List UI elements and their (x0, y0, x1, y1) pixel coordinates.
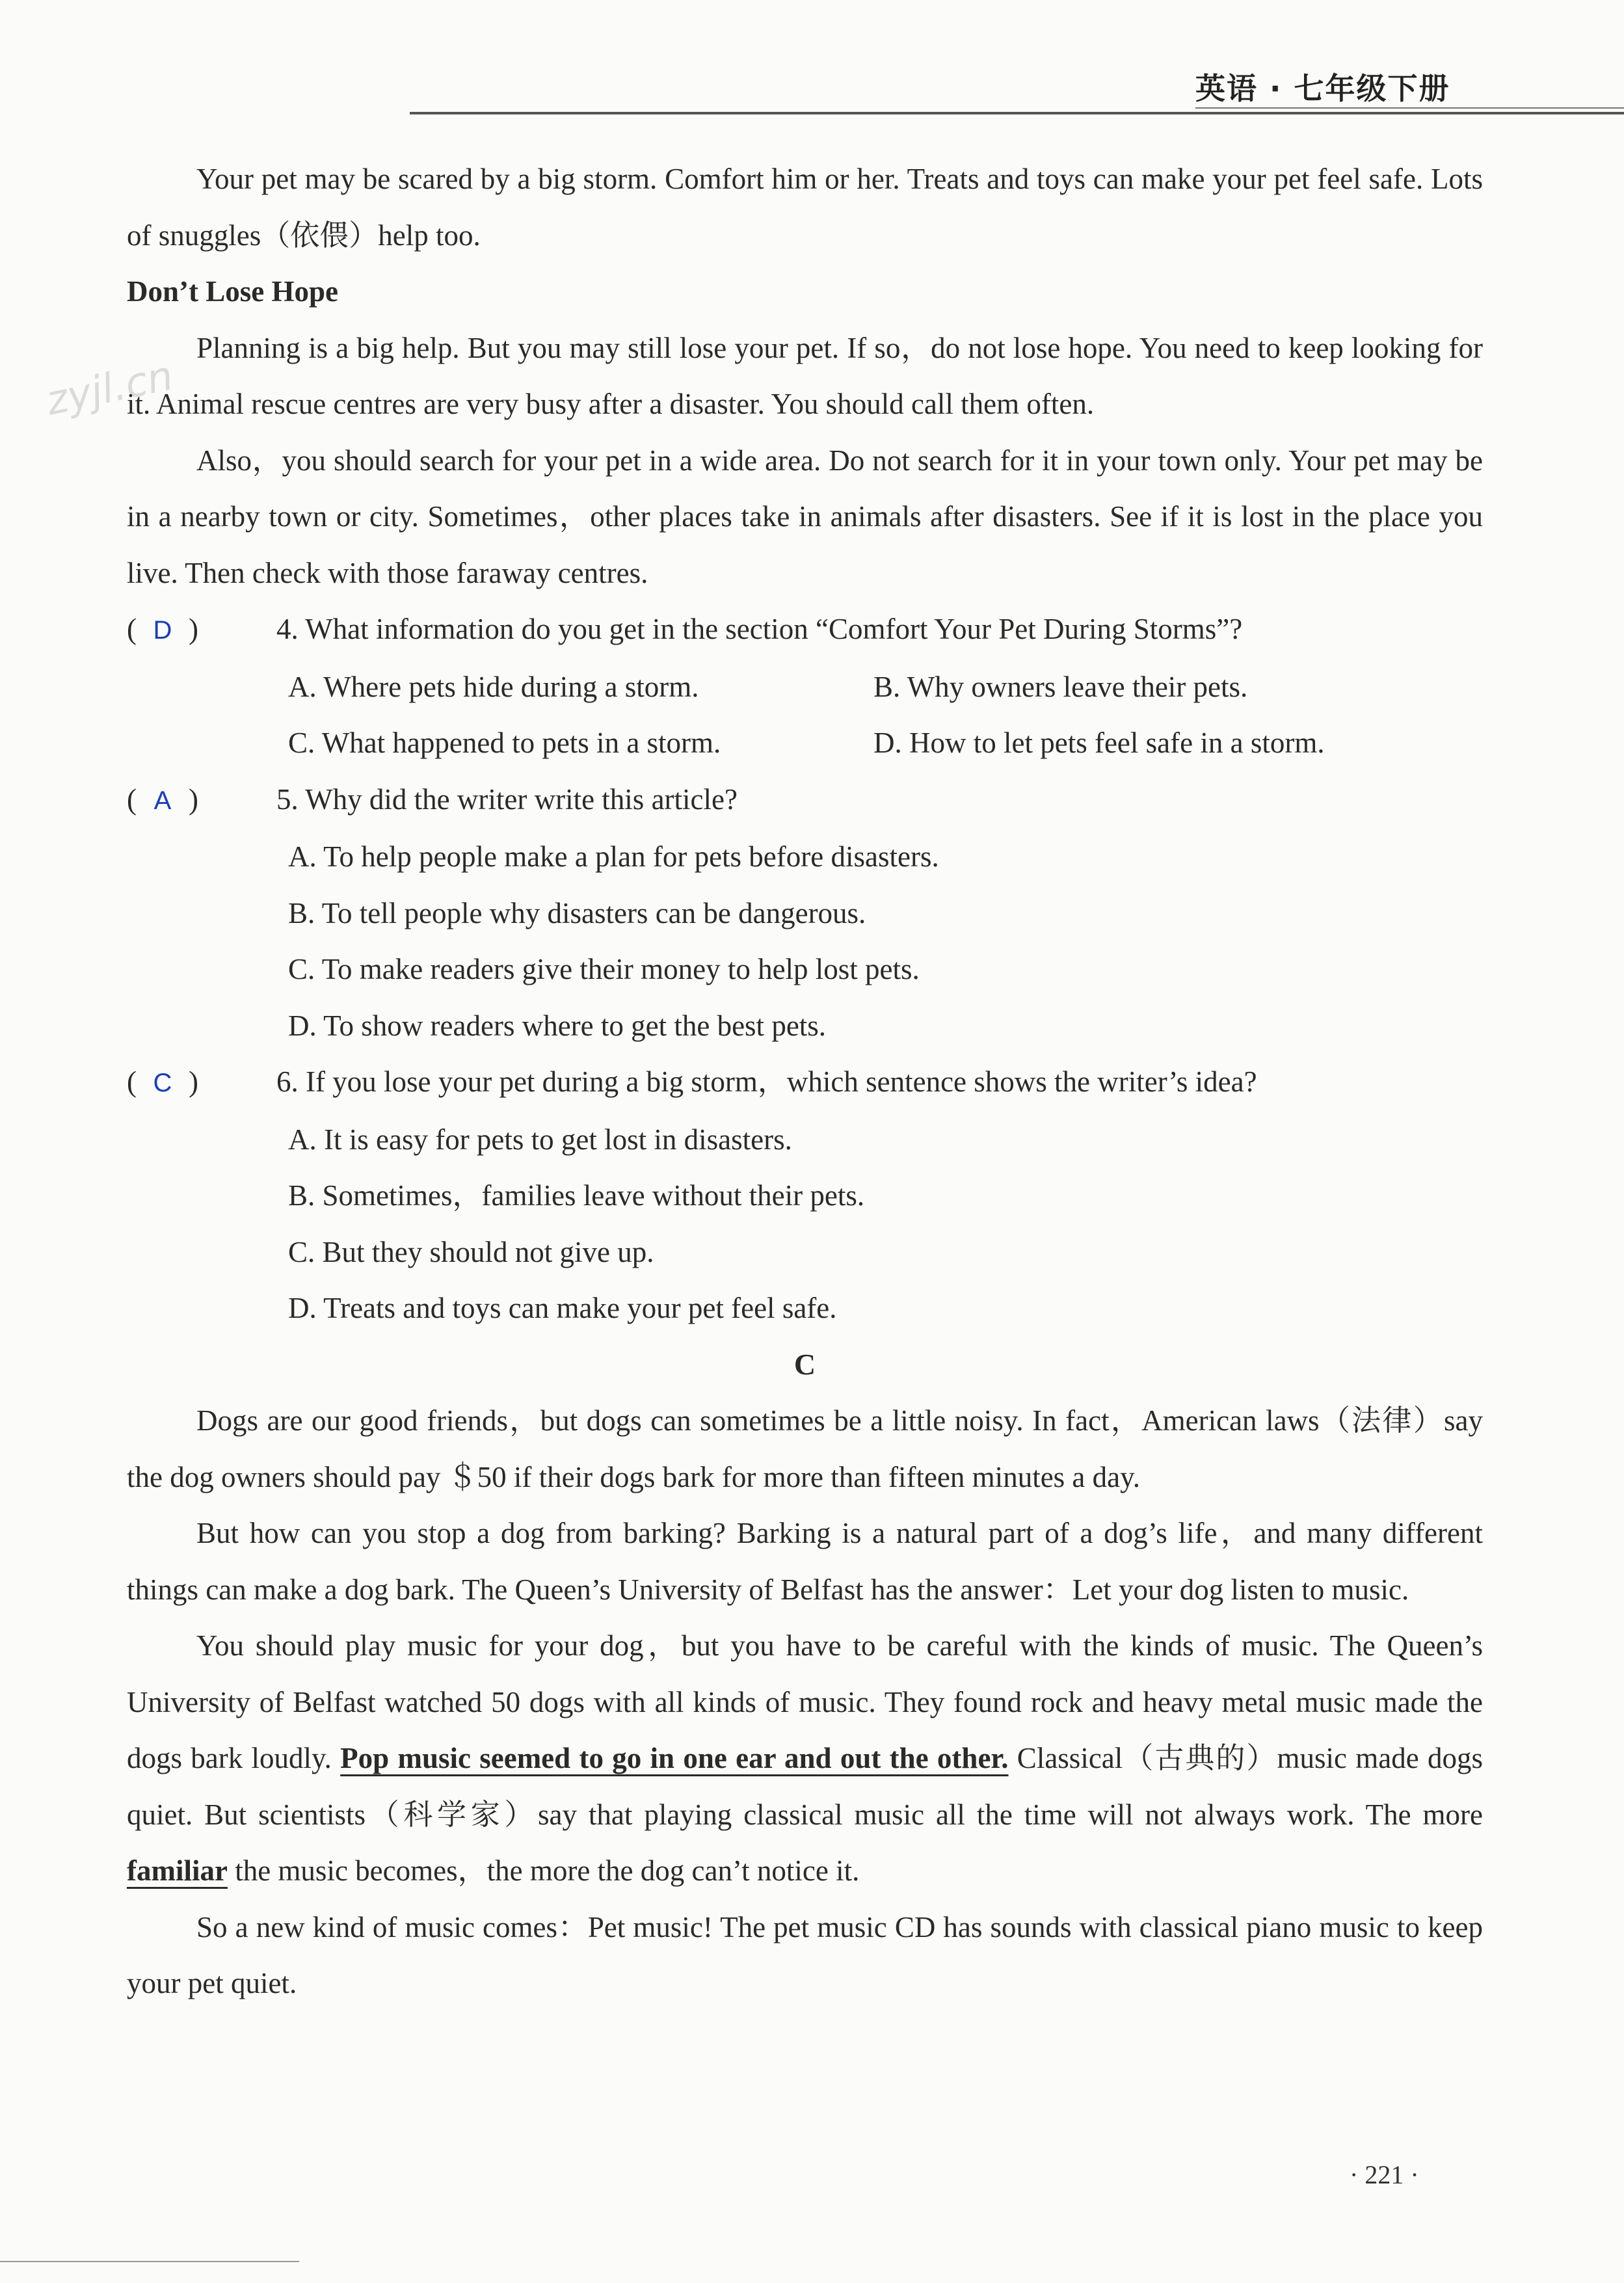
question-text: 5. Why did the writer write this article? (276, 782, 738, 816)
question-6 (127, 1054, 1483, 1112)
paragraph-c-4: So a new kind of music comes：Pet music! The pet music CD has sounds with classical piano music to keep your pet quiet. (127, 1910, 1483, 1999)
bottom-rule (0, 2261, 299, 2262)
paragraph-c-1: Dogs are our good friends，but dogs can sometimes be a little noisy. In fact，American laws（法律）say the dog owners should pay ＄50 if their dogs bark for more than fifteen minutes a day. (127, 1404, 1483, 1493)
paragraph-c-2: But how can you stop a dog from barking? Barking is a natural part of a dog’s life，and many different things can make a dog bark. The Queen’s University of Belfast has the answer：Let your dog listen to music. (127, 1517, 1483, 1606)
option-a: A. Where pets hide during a storm. (288, 670, 699, 703)
option-b: B. Sometimes，families leave without their pets. (288, 1179, 865, 1212)
answer-bracket: ( D ) (127, 601, 276, 659)
options-row (127, 715, 1483, 771)
answer-mark: D (153, 616, 172, 645)
page-number: · 221 · (1350, 2160, 1419, 2189)
text-run: Classical（古典的）music made dogs quiet. But scientists（科学家）say that playing classical music all the time will not always work. The more (127, 1742, 1483, 1831)
option-d: D. To show readers where to get the best pets. (288, 1009, 827, 1042)
option-a: A. To help people make a plan for pets before disasters. (288, 840, 939, 873)
answer-mark: A (153, 786, 172, 815)
text-run: You should play music for your dog，but you have to be careful with the kinds of music. The Queen’s University of Belfast watched 50 dogs with all kinds of music. They found rock and heavy metal music made the dogs bark loudly. (127, 1629, 1483, 1774)
option-a: A. It is easy for pets to get lost in disasters. (288, 1123, 792, 1156)
answer-bracket: ( C ) (127, 1054, 276, 1112)
paragraph-comfort: Your pet may be scared by a big storm. Comfort him or her. Treats and toys can make your pet feel safe. Lots of snuggles（依偎）help too. (127, 163, 1483, 252)
underlined-sentence: Pop music seemed to go in one ear and out the other. (340, 1742, 1009, 1774)
question-4 (127, 601, 1483, 659)
watermark: zyjl.cn (42, 351, 178, 425)
underlined-word: familiar (127, 1854, 228, 1887)
option-b: B. To tell people why disasters can be dangerous. (288, 896, 866, 929)
option-d: D. Treats and toys can make your pet feel safe. (288, 1292, 837, 1324)
option-b: B. Why owners leave their pets. (873, 670, 1248, 703)
option-d: D. How to let pets feel safe in a storm. (873, 727, 1325, 759)
options-row (127, 659, 1483, 715)
page-content (127, 151, 1483, 2012)
paragraph-hope-1: Planning is a big help. But you may still lose your pet. If so，do not lose hope. You need to keep looking for it. Animal rescue centres are very busy after a disaster. You should call them often. (127, 331, 1483, 420)
question-text: 6. If you lose your pet during a big storm，which sentence shows the writer’s idea? (276, 1065, 1257, 1098)
paragraph-hope-2: Also，you should search for your pet in a wide area. Do not search for it in your town only. Your pet may be in a nearby town or city. Sometimes，other places take in animals after disasters. See if it is lost in the place you live. Then check with those faraway centres. (127, 444, 1483, 589)
header-rule-short (1195, 107, 1624, 109)
option-c: C. But they should not give up. (288, 1235, 654, 1268)
answer-mark: C (153, 1069, 172, 1097)
question-text: 4. What information do you get in the section “Comfort Your Pet During Storms”? (276, 613, 1243, 645)
answer-bracket: ( A ) (127, 771, 276, 829)
section-letter: C (793, 1347, 816, 1381)
option-c: C. To make readers give their money to help lost pets. (288, 953, 920, 985)
page-header-title: 英语 · 七年级下册 (1195, 71, 1450, 106)
text-run: the music becomes，the more the dog can’t notice it. (227, 1854, 860, 1887)
paragraph-c-3 (127, 1618, 1483, 1899)
question-5 (127, 771, 1483, 829)
section-heading: Don’t Lose Hope (127, 275, 338, 308)
option-c: C. What happened to pets in a storm. (288, 727, 721, 759)
header-rule (410, 112, 1624, 114)
